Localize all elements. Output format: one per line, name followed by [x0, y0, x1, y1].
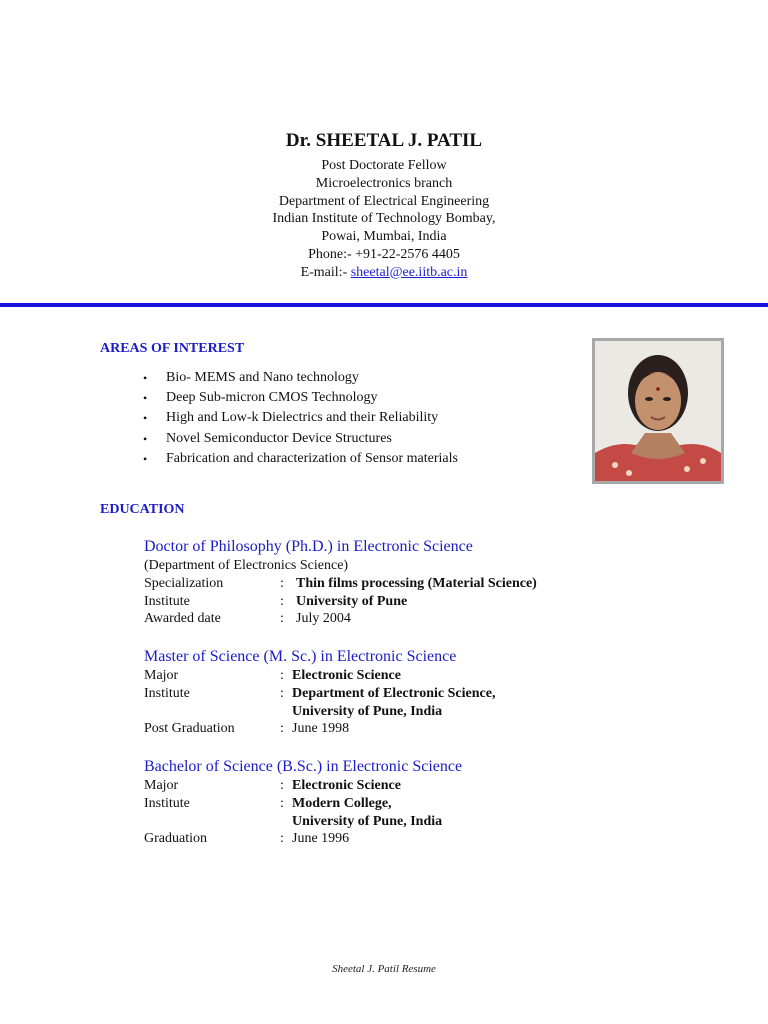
detail-value: Electronic Science [292, 778, 401, 793]
page-footer: Sheetal J. Patil Resume [332, 963, 436, 975]
interest-text: Novel Semiconductor Device Structures [166, 430, 392, 446]
detail-value: Department of Electronic Science, [292, 685, 496, 701]
detail-value: June 1996 [292, 831, 350, 847]
institute: Indian Institute of Technology Bombay, [272, 211, 496, 227]
phd-block [144, 537, 704, 628]
colon: : [280, 685, 284, 701]
header-divider [0, 303, 768, 307]
department: Department of Electrical Engineering [278, 193, 490, 209]
detail-row [144, 685, 704, 703]
email-line [0, 264, 768, 282]
education-heading: EDUCATION [100, 502, 185, 517]
detail-label: Awarded date [144, 611, 221, 627]
profile-photo [592, 338, 724, 484]
candidate-name: Dr. SHEETAL J. PATIL [285, 130, 483, 151]
colon: : [280, 778, 284, 793]
location: Powai, Mumbai, India [321, 229, 447, 245]
phone: Phone:- +91-22-2576 4405 [308, 246, 460, 262]
detail-value: University of Pune, India [292, 813, 443, 829]
bullet: • [143, 451, 148, 466]
colon: : [280, 721, 284, 737]
detail-value: Thin films processing (Material Science) [296, 575, 537, 591]
detail-row [144, 777, 704, 795]
detail-label: Post Graduation [144, 721, 235, 737]
branch: Microelectronics branch [315, 175, 453, 191]
detail-row [144, 593, 704, 611]
detail-row [144, 703, 704, 721]
interest-text: Bio- MEMS and Nano technology [166, 370, 359, 385]
interest-text: Deep Sub-micron CMOS Technology [166, 390, 378, 406]
msc-block [144, 647, 704, 738]
colon: : [280, 831, 284, 847]
degree-department: (Department of Electronics Science) [144, 558, 349, 573]
detail-value: Electronic Science [292, 668, 401, 683]
interest-item [142, 429, 458, 449]
detail-row [144, 575, 704, 593]
areas-of-interest-heading: AREAS OF INTEREST [100, 341, 245, 356]
colon: : [280, 575, 284, 591]
resume-header [0, 128, 768, 282]
detail-label: Major [144, 668, 179, 683]
interest-item [142, 408, 458, 428]
email-link[interactable]: sheetal@ee.iitb.ac.in [350, 264, 468, 280]
interest-text: Fabrication and characterization of Sensor materials [166, 450, 458, 466]
detail-value: June 1998 [292, 721, 350, 737]
interests-list [142, 368, 458, 469]
detail-row [144, 667, 704, 685]
detail-row [144, 795, 704, 813]
colon: : [280, 668, 284, 683]
colon: : [280, 795, 284, 811]
detail-value: University of Pune, India [292, 703, 443, 719]
bullet: • [143, 371, 148, 385]
detail-row [144, 720, 704, 738]
detail-value: July 2004 [296, 611, 351, 627]
detail-label: Specialization [144, 575, 224, 591]
position-title: Post Doctorate Fellow [321, 158, 447, 173]
detail-label: Major [144, 778, 179, 793]
bullet: • [143, 391, 148, 406]
bsc-block [144, 757, 704, 848]
detail-value: University of Pune [296, 593, 408, 609]
detail-value: Modern College, [292, 795, 392, 811]
detail-row [144, 610, 704, 628]
detail-row [144, 813, 704, 831]
detail-label: Institute [144, 795, 190, 811]
interest-item [142, 388, 458, 408]
bullet: • [143, 431, 148, 446]
interest-item [142, 449, 458, 469]
detail-label: Institute [144, 593, 190, 609]
email-label: E-mail:- [300, 264, 351, 280]
detail-label: Graduation [144, 831, 207, 847]
detail-row [144, 830, 704, 848]
colon: : [280, 593, 284, 609]
colon: : [280, 611, 284, 627]
interest-text: High and Low-k Dielectrics and their Reliability [166, 410, 439, 426]
degree-title: Master of Science (M. Sc.) in Electronic Science [144, 648, 457, 665]
bullet: • [143, 411, 148, 426]
degree-title: Doctor of Philosophy (Ph.D.) in Electronic Science [144, 538, 473, 555]
degree-title: Bachelor of Science (B.Sc.) in Electronic Science [144, 758, 463, 775]
detail-label: Institute [144, 685, 190, 701]
interest-item [142, 368, 458, 388]
portrait-image [595, 341, 721, 481]
